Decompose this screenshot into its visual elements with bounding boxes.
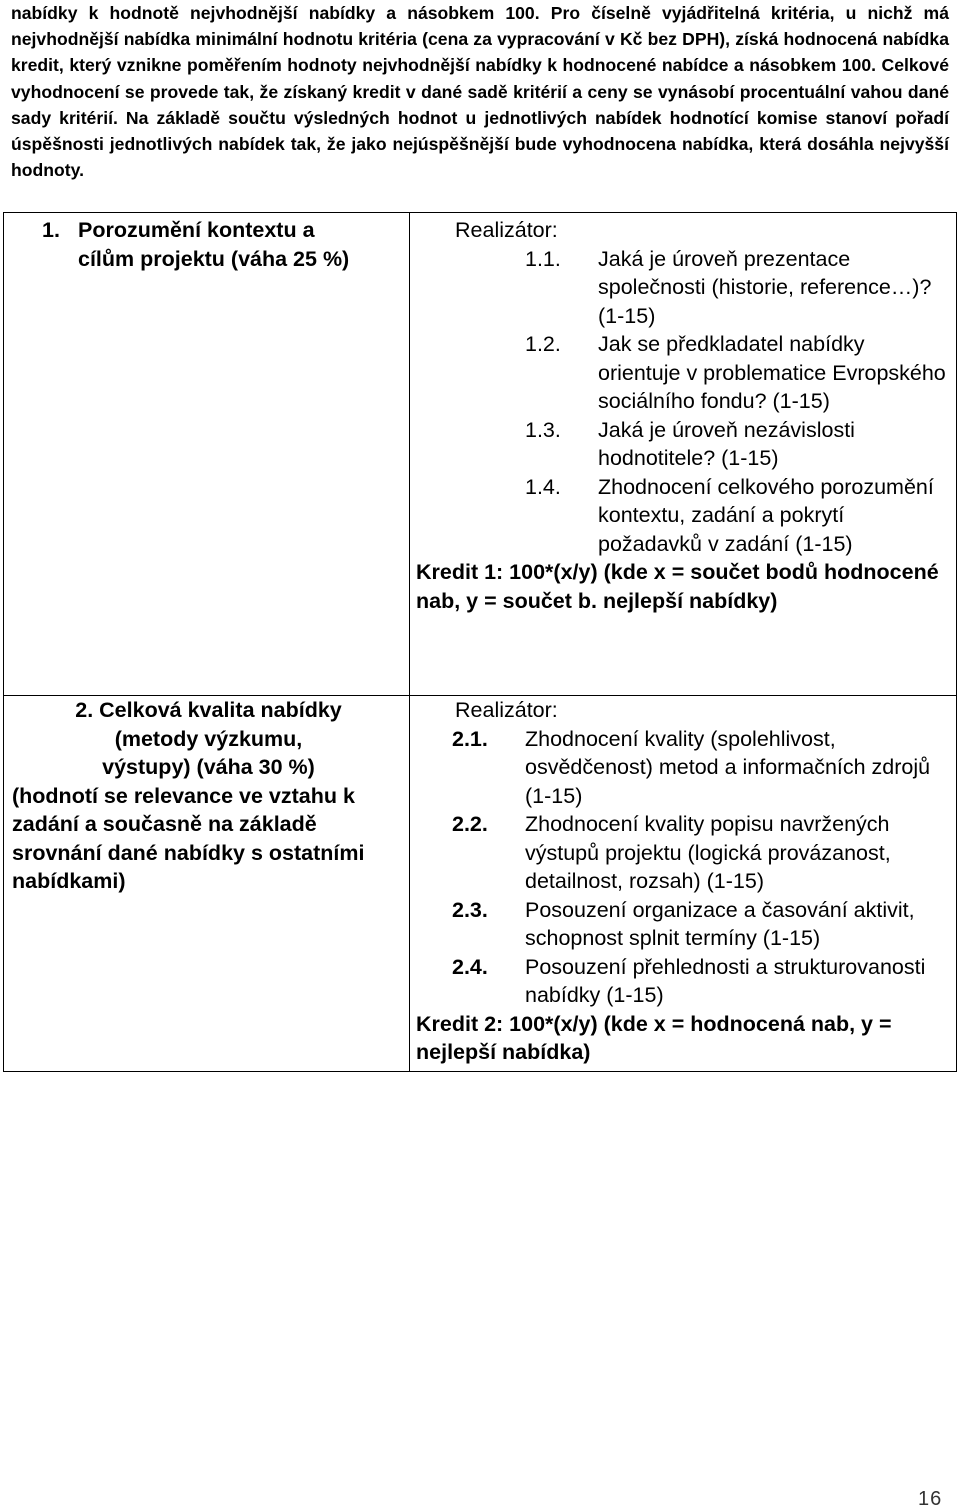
section1-number: 1. xyxy=(42,218,60,242)
item-number: 1.4. xyxy=(525,474,561,499)
table-row xyxy=(4,213,957,696)
list-item xyxy=(410,810,950,896)
section1-title xyxy=(4,213,409,695)
item-number: 1.1. xyxy=(525,246,561,271)
section2-title xyxy=(4,696,409,896)
list-item xyxy=(410,896,950,953)
section2-title-line1: 2. Celková kvalita nabídky xyxy=(75,698,342,722)
intro-text: nabídky k hodnotě nejvhodnější nabídky a násobkem 100. Pro číselně vyjádřitelná kritéria, u nichž má nejvhodnější nabídka minimální hodnotu kritéria (cena za vypracování v Kč bez DPH), získá hodnocená nabídka kredit, který vznikne poměřením hodnoty nejvhodnější nabídky k hodnocené nabídce a násobkem 100. Celkové vyhodnocení se provede tak, že získaný kredit v dané sadě kritérií a ceny se vynásobí procentuální vahou dané sady kritérií. Na základě součtu výsledných hodnot u jednotlivých nabídek hodnotící komise stanoví pořadí úspěšnosti jednotlivých nabídek tak, že jako nejúspěšnější bude vyhodnocena nabídka, která dosáhla nejvyšší hodnoty. xyxy=(11,3,949,181)
section1-title-line2: cílům projektu (váha 25 %) xyxy=(78,246,350,271)
list-item xyxy=(410,245,950,331)
list-item xyxy=(410,416,950,473)
page-number: 16 xyxy=(918,1488,943,1510)
section2-credit-formula: Kredit 2: 100*(x/y) (kde x = hodnocená nab, y = nejlepší nabídka) xyxy=(416,1011,892,1064)
item-text: Zhodnocení celkového porozumění kontextu, zadání a pokrytí požadavků v zadání (1-15) xyxy=(598,474,934,556)
section1-realizator-label: Realizátor: xyxy=(455,218,558,242)
section2-title-line2: (metody výzkumu, xyxy=(114,726,303,751)
item-number: 2.3. xyxy=(452,897,488,922)
section1-credit-formula: Kredit 1: 100*(x/y) (kde x = součet bodů hodnocené nab, y = součet b. nejlepší nabídky) xyxy=(416,560,939,613)
section2-title-cell xyxy=(4,696,410,1072)
item-text: Posouzení přehlednosti a strukturovanosti nabídky (1-15) xyxy=(525,954,926,1007)
list-item xyxy=(410,953,950,1010)
section2-note: (hodnotí se relevance ve vztahu k zadání a současně na základě srovnání dané nabídky s ostatními nabídkami) xyxy=(12,783,365,893)
section1-title-line1: Porozumění kontextu a xyxy=(78,218,315,242)
item-number: 2.4. xyxy=(452,954,488,979)
item-number: 2.1. xyxy=(452,726,488,751)
item-number: 2.2. xyxy=(452,812,488,836)
item-text: Jaká je úroveň nezávislosti hodnotitele? (1-15) xyxy=(598,417,855,470)
item-text: Zhodnocení kvality (spolehlivost, osvědčenost) metod a informačních zdrojů (1-15) xyxy=(525,726,931,808)
criteria-table xyxy=(3,212,957,1072)
section2-realizator-label: Realizátor: xyxy=(455,698,558,722)
item-text: Posouzení organizace a časování aktivit, schopnost splnit termíny (1-15) xyxy=(525,897,915,950)
list-item xyxy=(410,473,950,559)
section1-title-cell xyxy=(4,213,410,696)
table-row xyxy=(4,696,957,1072)
section2-title-line3: výstupy) (váha 30 %) xyxy=(102,755,315,779)
item-text: Jak se předkladatel nabídky orientuje v problematice Evropského sociálního fondu? (1-15) xyxy=(598,332,946,413)
item-number: 1.2. xyxy=(525,332,561,356)
item-text: Jaká je úroveň prezentace společnosti (historie, reference…)? (1-15) xyxy=(598,246,932,328)
intro-paragraph xyxy=(11,0,949,183)
section1-criteria-cell xyxy=(410,213,957,696)
list-item xyxy=(410,725,950,811)
list-item xyxy=(410,330,950,416)
section2-criteria-cell xyxy=(410,696,957,1072)
item-text: Zhodnocení kvality popisu navržených výstupů projektu (logická provázanost, detailnost, rozsah) (1-15) xyxy=(525,812,891,893)
item-number: 1.3. xyxy=(525,417,561,442)
